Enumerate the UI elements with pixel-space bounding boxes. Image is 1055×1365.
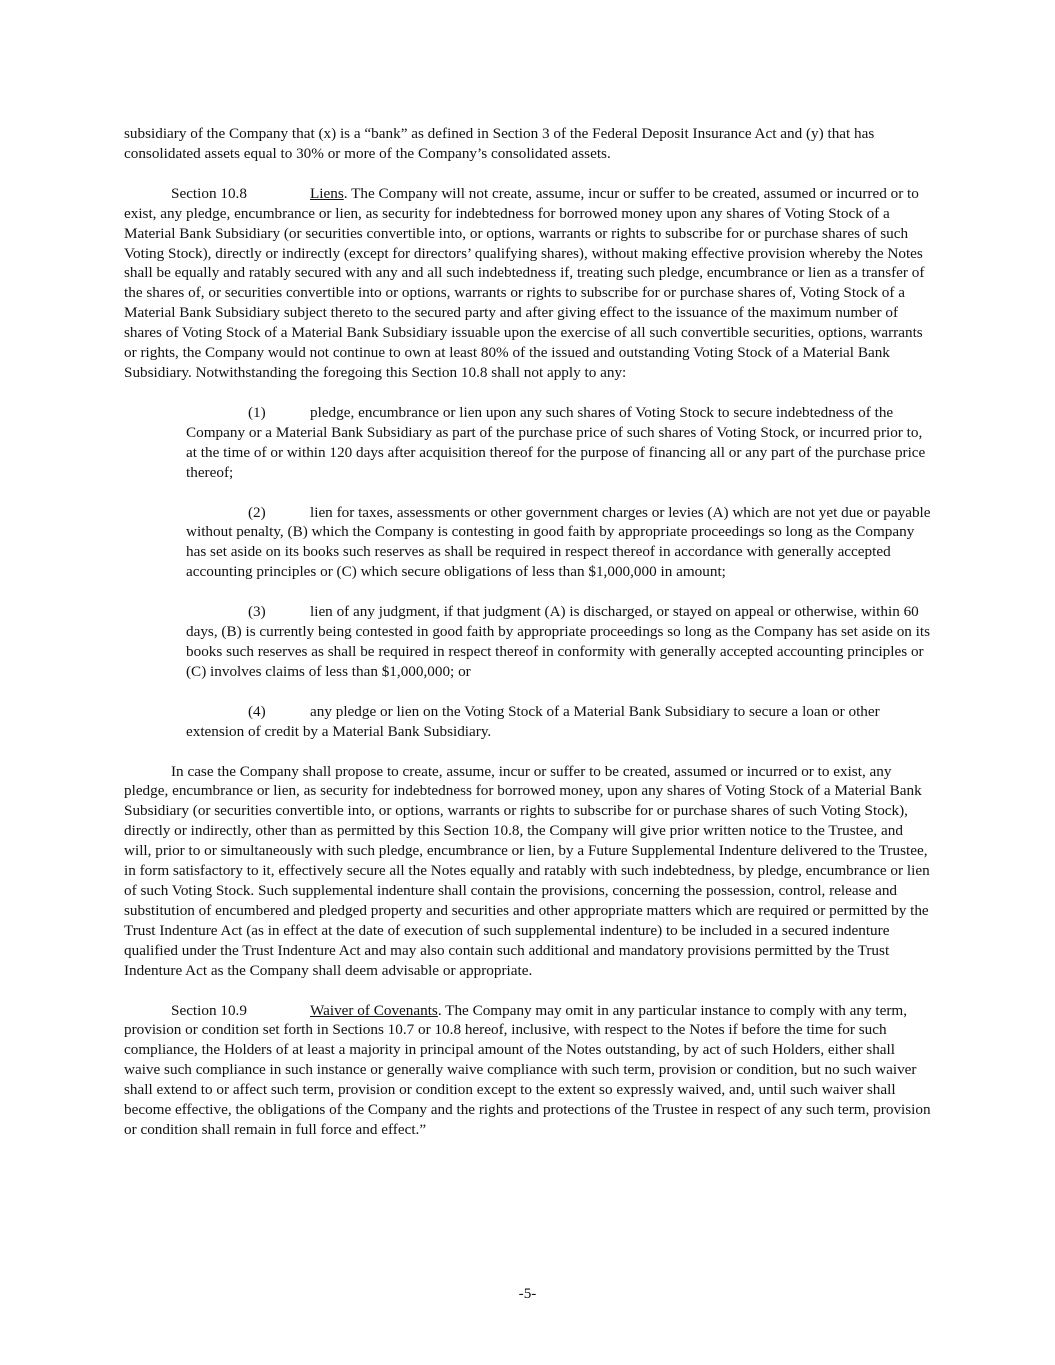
document-page — [124, 124, 934, 1160]
list-item-2-number: (2) — [248, 503, 266, 521]
section-10-8-paragraph — [124, 184, 934, 383]
section-10-8-number: Section 10.8 — [171, 184, 247, 202]
list-item-3-number: (3) — [248, 603, 266, 621]
section-10-8-closing-paragraph: In case the Company shall propose to create, assume, incur or suffer to be created, assumed or incurred or to exist, any pledge, encumbrance or lien, as security for indebtedness for borrowed money, upon any shares of Voting Stock of a Material Bank Subsidiary (or securities convertible into, or options, warrants or rights to subscribe for or purchase shares of such Voting Stock), directly or indirectly, other than as permitted by this Section 10.8, the Company will give prior written notice to the Trustee, and will, prior to or simultaneously with such pledge, encumbrance or lien, by a Future Supplemental Indenture delivered to the Trustee, in form satisfactory to it, effectively secure all the Notes equally and ratably with such indebtedness, by pledge, encumbrance or lien of such Voting Stock. Such supplemental indenture shall contain the provisions, concerning the possession, control, release and substitution of encumbered and pledged property and securities and other appropriate matters which are required or permitted by the Trust Indenture Act (as in effect at the date of execution of such supplemental indenture) to be included in a secured indenture qualified under the Trust Indenture Act and may also contain such additional and mandatory provisions permitted by the Trust Indenture Act as the Company shall deem advisable or appropriate. — [124, 762, 930, 979]
page-number: -5- — [518, 1285, 537, 1302]
list-item-1-number: (1) — [248, 403, 266, 421]
intro-paragraph: subsidiary of the Company that (x) is a “bank” as defined in Section 3 of the Federal Deposit Insurance Act and (y) that has consolidated assets equal to 30% or more of the Company’s consolidated assets. — [124, 125, 875, 162]
list-item-3-text: lien of any judgment, if that judgment (A) is discharged, or stayed on appeal or otherwise, within 60 days, (B) is currently being contested in good faith by appropriate proceedings so long as the Company has set aside on its books such reserves as shall be required in respect thereof in conformity with generally accepted accounting principles or (C) involves claims of less than $1,000,000; or — [186, 603, 931, 680]
list-item-1 — [186, 403, 934, 483]
section-10-9-body: . The Company may omit in any particular instance to comply with any term, provision or condition set forth in Sections 10.7 or 10.8 hereof, inclusive, with respect to the Notes if before the time for such compliance, the Holders of at least a majority in principal amount of the Notes outstanding, by act of such Holders, either shall waive such compliance in such instance or generally waive compliance with such term, provision or condition, but no such waiver shall extend to or affect such term, provision or condition except to the extent so expressly waived, and, until such waiver shall become effective, the obligations of the Company and the rights and protections of the Trustee in respect of any such term, provision or condition shall remain in full force and effect.” — [124, 1001, 931, 1138]
section-10-8-title: Liens — [310, 184, 344, 202]
list-item-1-text: pledge, encumbrance or lien upon any such shares of Voting Stock to secure indebtedness of the Company or a Material Bank Subsidiary as part of the purchase price of such shares of Voting Stock, or incurred prior to, at the time of or within 120 days after acquisition thereof for the purpose of financing all or any part of the purchase price thereof; — [186, 403, 926, 481]
list-item-3 — [186, 602, 934, 682]
list-item-4-number: (4) — [248, 702, 266, 720]
list-item-2 — [186, 503, 934, 583]
list-item-4-text: any pledge or lien on the Voting Stock of a Material Bank Subsidiary to secure a loan or other extension of credit by a Material Bank Subsidiary. — [186, 702, 880, 740]
section-10-9-title: Waiver of Covenants — [310, 1001, 438, 1019]
list-item-4 — [186, 702, 934, 742]
section-10-9-paragraph — [124, 1001, 934, 1140]
section-10-9-number: Section 10.9 — [171, 1001, 247, 1019]
section-10-8-body: . The Company will not create, assume, incur or suffer to be created, assumed or incurred or to exist, any pledge, encumbrance or lien, as security for indebtedness for borrowed money upon any shares of Voting Stock of a Material Bank Subsidiary (or securities convertible into, or options, warrants or rights to subscribe for or purchase shares of such Voting Stock), directly or indirectly (except for directors’ qualifying shares), without making effective provision whereby the Notes shall be equally and ratably secured with any and all such indebtedness if, treating such pledge, encumbrance or lien as a transfer of the shares of, or securities convertible into or options, warrants or rights to subscribe for or purchase shares of, Voting Stock of a Material Bank Subsidiary subject thereto to the secured party and after giving effect to the issuance of the maximum number of shares of Voting Stock of a Material Bank Subsidiary issuable upon the exercise of all such convertible securities, options, warrants or rights, the Company would not continue to own at least 80% of the issued and outstanding Voting Stock of a Material Bank Subsidiary. Notwithstanding the foregoing this Section 10.8 shall not apply to any: — [124, 184, 925, 381]
list-item-2-text: lien for taxes, assessments or other government charges or levies (A) which are not yet due or payable without penalty, (B) which the Company is contesting in good faith by appropriate proceedings so long as the Company has set aside on its books such reserves as shall be required in respect thereof in accordance with generally accepted accounting principles or (C) which secure obligations of less than $1,000,000 in amount; — [186, 503, 931, 581]
